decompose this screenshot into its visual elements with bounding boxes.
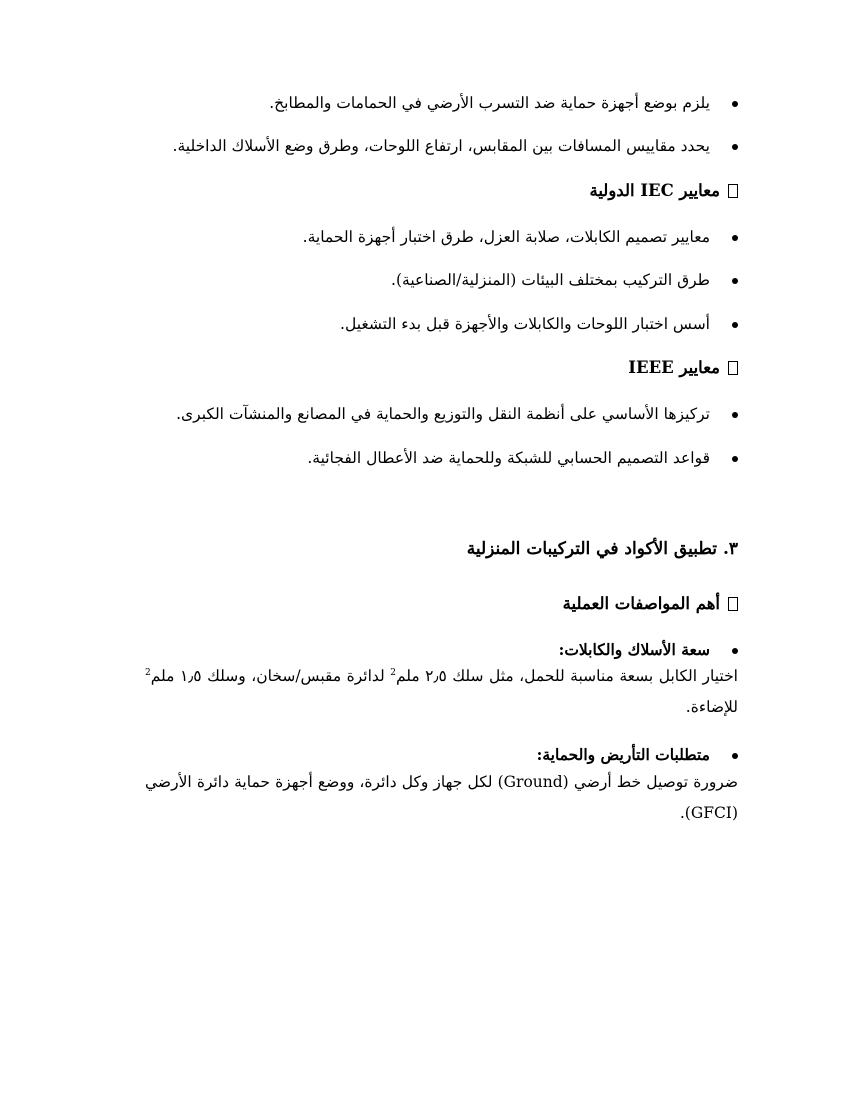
practical-specs-heading — [145, 592, 738, 616]
iec-heading-text: معايير IEC الدولية — [589, 180, 720, 200]
item-heading: سعة الأسلاك والكابلات: — [558, 639, 710, 659]
checkbox-square-icon — [728, 597, 738, 611]
list-item: يلزم بوضع أجهزة حماية ضد التسرب الأرضي في الحمامات والمطابخ. — [145, 92, 738, 114]
list-item — [145, 744, 738, 828]
checkbox-square-icon — [728, 361, 738, 375]
item-paragraph — [145, 661, 738, 723]
bullet-list-specs — [145, 639, 738, 829]
item-heading: متطلبات التأريض والحماية: — [536, 745, 710, 765]
item-paragraph: ضرورة توصيل خط أرضي (Ground) لكل جهاز وكل دائرة، ووضع أجهزة حماية دائرة الأرضي (GFCI). — [145, 772, 739, 822]
list-item: أسس اختبار اللوحات والكابلات والأجهزة قبل بدء التشغيل. — [145, 313, 738, 335]
bullet-list-ieee — [145, 403, 738, 469]
list-item: طرق التركيب بمختلف البيئات (المنزلية/الصناعية). — [145, 269, 738, 291]
bullet-list-local-code — [145, 92, 738, 158]
list-item: قواعد التصميم الحسابي للشبكة وللحماية ضد الأعطال الفجائية. — [145, 447, 738, 469]
text-run: لدائرة مقبس/سخان، وسلك ١٫٥ ملم — [150, 667, 391, 686]
bullet-list-iec — [145, 226, 738, 335]
ieee-heading-text: معايير IEEE — [628, 358, 720, 378]
text-run: اختيار الكابل بسعة مناسبة للحمل، مثل سلك ٢٫٥ ملم — [395, 667, 738, 686]
section-title: ٣. تطبيق الأكواد في التركيبات المنزلية — [466, 539, 738, 560]
superscript: 2 — [390, 668, 396, 678]
text-run: للإضاءة. — [685, 698, 738, 717]
iec-heading — [145, 179, 738, 203]
page-content — [145, 92, 738, 850]
list-item — [145, 639, 738, 723]
ieee-heading — [145, 356, 738, 380]
checkbox-square-icon — [728, 184, 738, 198]
list-item: تركيزها الأساسي على أنظمة النقل والتوزيع والحماية في المصانع والمنشآت الكبرى. — [145, 403, 738, 425]
superscript: 2 — [145, 668, 151, 678]
list-item: معايير تصميم الكابلات، صلابة العزل، طرق اختبار أجهزة الحماية. — [145, 226, 738, 248]
practical-specs-heading-text: أهم المواصفات العملية — [562, 593, 720, 613]
list-item: يحدد مقاييس المسافات بين المقابس، ارتفاع اللوحات، وطرق وضع الأسلاك الداخلية. — [145, 135, 738, 157]
